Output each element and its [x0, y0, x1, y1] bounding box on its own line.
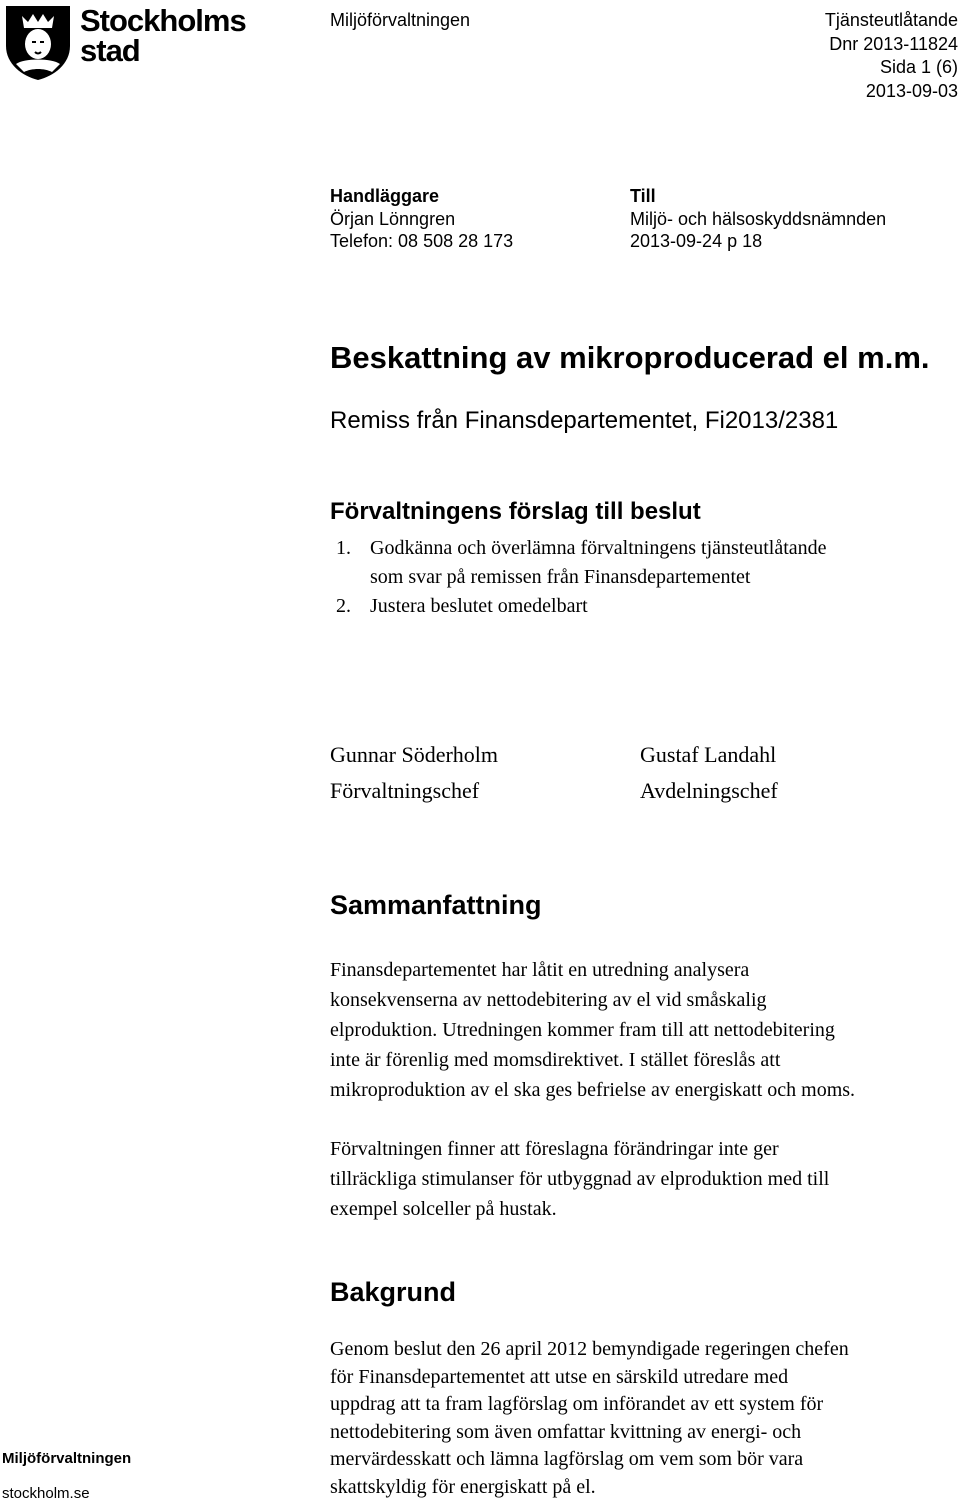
footer-website[interactable]: stockholm.se: [2, 1485, 90, 1502]
signature-left-title: Förvaltningschef: [330, 778, 480, 803]
footer-department: Miljöförvaltningen: [2, 1450, 132, 1467]
doc-date: 2013-09-03: [865, 80, 958, 101]
till-label: Till: [630, 186, 656, 206]
list-item: 2. Justera beslutet omedelbart: [336, 595, 588, 617]
handlaggare-phone: Telefon: 08 508 28 173: [330, 231, 514, 251]
list-item: 1. Godkänna och överlämna förvaltningens tjänsteutlåtande som svar på remissen från Finansdepartementet: [336, 537, 827, 588]
document-subtitle: Remiss från Finansdepartementet, Fi2013/2381: [330, 407, 839, 434]
till-meeting: 2013-09-24 p 18: [630, 231, 763, 251]
till-recipient: Miljö- och hälsoskyddsnämnden: [630, 208, 887, 229]
proposal-heading: Förvaltningens förslag till beslut: [330, 498, 701, 525]
doc-type: Tjänsteutlåtande: [824, 10, 958, 30]
summary-paragraph-2: Förvaltningen finner att föreslagna förändringar inte ger tillräckliga stimulanser för utbyggnad av elproduktion med till exempel solceller på hustak.: [330, 1138, 830, 1220]
signature-right-name: Gustaf Landahl: [640, 742, 777, 767]
document-meta: [825, 9, 958, 103]
handlaggare-label: Handläggare: [330, 186, 440, 206]
city-crest-icon: [2, 2, 74, 82]
proposal-list: [330, 534, 827, 621]
header-department: Miljöförvaltningen: [330, 10, 471, 30]
dnr: Dnr 2013-11824: [829, 33, 958, 54]
signature-right-title: Avdelningschef: [640, 778, 778, 803]
background-heading: Bakgrund: [330, 1277, 457, 1307]
signature-left-name: Gunnar Söderholm: [330, 742, 499, 767]
document-title: Beskattning av mikroproducerad el m.m.: [330, 340, 930, 375]
handlaggare-block: [330, 185, 513, 253]
page-number: Sida 1 (6): [879, 57, 958, 77]
summary-paragraph-1: Finansdepartementet har låtit en utredning analysera konsekvenserna av nettodebitering av el vid småskalig elproduktion. Utredningen kommer fram till att nettodebitering inte är förenlig med momsdirektivet. I stället föreslås att mikroproduktion av el ska ges befrielse av energiskatt och moms.: [330, 959, 856, 1101]
logo-wordmark: Stockholms stad: [80, 3, 246, 68]
handlaggare-name: Örjan Lönngren: [330, 208, 456, 229]
background-paragraph-1: Genom beslut den 26 april 2012 bemyndigade regeringen chefen för Finansdepartementet att utse en särskild utredare med uppdrag att ta fram lagförslag om införandet av ett system för nettodebitering som även omfattar kvittning av energi- och mervärdesskatt och lämna lagförslag om vem som bör vara skattskyldig för energiskatt på el.: [330, 1338, 849, 1498]
summary-heading: Sammanfattning: [330, 890, 542, 920]
stockholm-logo: [2, 2, 246, 80]
till-block: [630, 185, 886, 253]
